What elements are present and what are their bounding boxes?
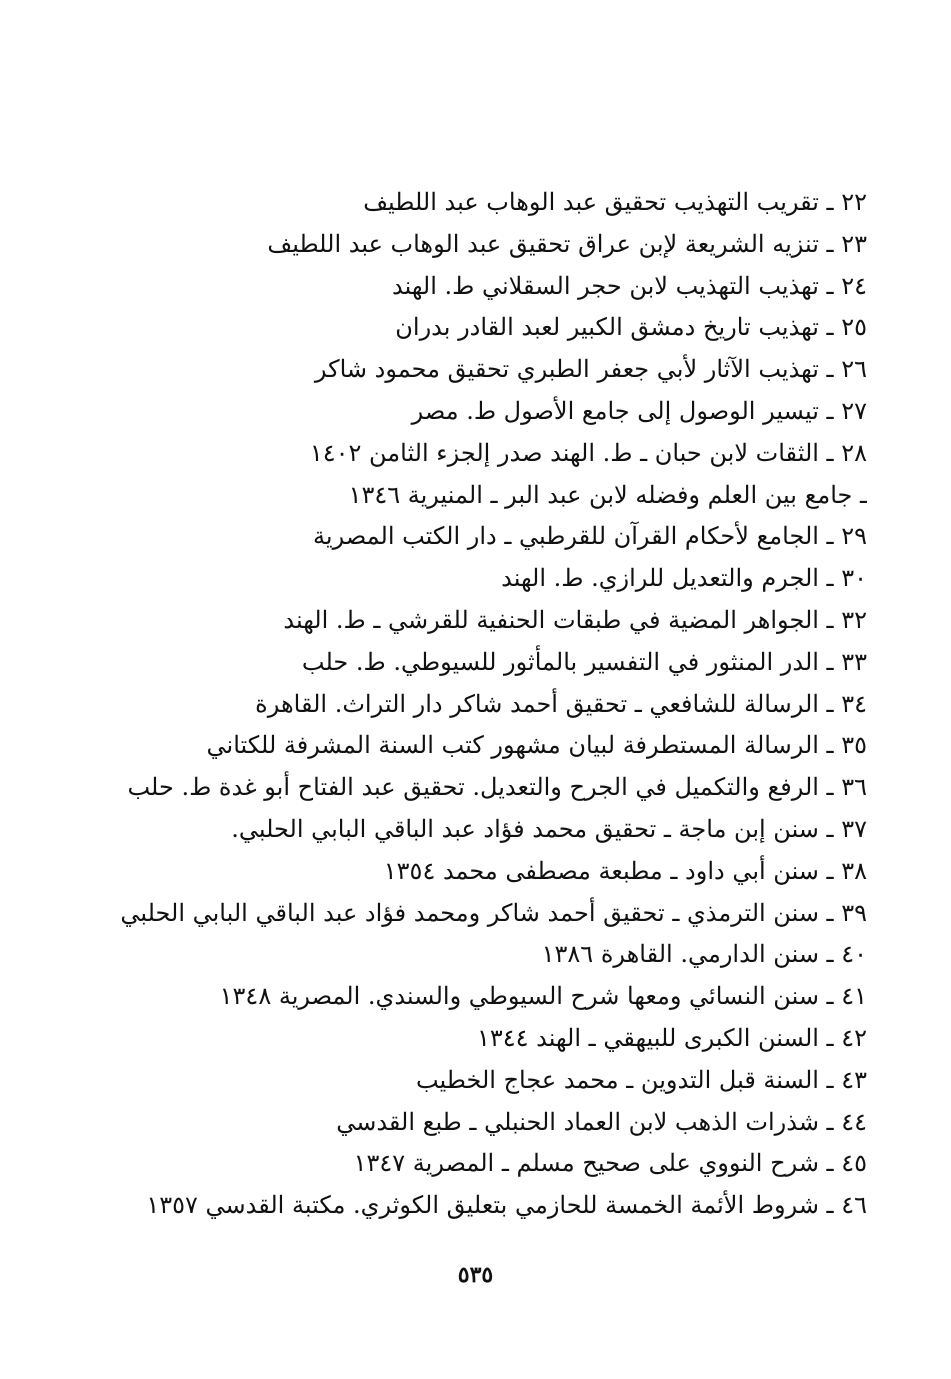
bibliography-entry: ٢٣ ـ تنزيه الشريعة لإبن عراق تحقيق عبد الوهاب عبد اللطيف: [267, 229, 867, 258]
bibliography-entry: ٣٧ ـ سنن إبن ماجة ـ تحقيق محمد فؤاد عبد الباقي البابي الحلبي.: [231, 814, 867, 843]
bibliography-entry: ٢٢ ـ تقريب التهذيب تحقيق عبد الوهاب عبد اللطيف: [363, 188, 867, 216]
bibliography-entry: ٢٧ ـ تيسير الوصول إلى جامع الأصول ط. مصر: [411, 396, 867, 425]
bibliography-entry: ٢٨ ـ الثقات لابن حبان ـ ط. الهند صدر إلجزء الثامن ١٤٠٢: [309, 438, 867, 467]
bibliography-entry: ٣٥ ـ الرسالة المستطرفة لبيان مشهور كتب السنة المشرفة للكتاني: [206, 731, 867, 760]
bibliography-list: [77, 182, 867, 1227]
bibliography-entry: ٣٦ ـ الرفع والتكميل في الجرح والتعديل. تحقيق عبد الفتاح أبو غدة ط. حلب: [127, 773, 867, 802]
bibliography-entry: ٣٠ ـ الجرم والتعديل للرازي. ط. الهند: [501, 564, 867, 593]
bibliography-entry: ٢٤ ـ تهذيب التهذيب لابن حجر السقلاني ط. الهند: [391, 271, 867, 300]
bibliography-entry: ٣٨ ـ سنن أبي داود ـ مطبعة مصطفى محمد ١٣٥٤: [383, 856, 867, 885]
bibliography-entry: ٣٩ ـ سنن الترمذي ـ تحقيق أحمد شاكر ومحمد فؤاد عبد الباقي البابي الحلبي: [120, 898, 867, 927]
bibliography-entry: ٢٩ ـ الجامع لأحكام القرآن للقرطبي ـ دار الكتب المصرية: [313, 522, 867, 551]
bibliography-entry: ٤٥ ـ شرح النووي على صحيح مسلم ـ المصرية ١٣٤٧: [353, 1149, 867, 1178]
bibliography-entry: ٤٣ ـ السنة قبل التدوين ـ محمد عجاج الخطيب: [415, 1065, 867, 1094]
bibliography-entry: ٤٢ ـ السنن الكبرى للبيهقي ـ الهند ١٣٤٤: [476, 1023, 867, 1052]
bibliography-entry: ٢٦ ـ تهذيب الآثار لأبي جعفر الطبري تحقيق محمود شاكر: [314, 355, 867, 384]
bibliography-entry: ٤٠ ـ سنن الدارمي. القاهرة ١٣٨٦: [541, 940, 867, 969]
bibliography-entry: ٤٦ ـ شروط الأئمة الخمسة للحازمي بتعليق الكوثري. مكتبة القدسي ١٣٥٧: [146, 1191, 867, 1220]
bibliography-entry: ٤٤ ـ شذرات الذهب لابن العماد الحنبلي ـ طبع القدسي: [336, 1107, 867, 1136]
page-number: ٥٣٥: [457, 1262, 494, 1288]
bibliography-entry: ٢٥ ـ تهذيب تاريخ دمشق الكبير لعبد القادر بدران: [395, 313, 867, 342]
bibliography-entry: ـ جامع بين العلم وفضله لابن عبد البر ـ المنيرية ١٣٤٦: [348, 480, 867, 509]
bibliography-entry: ٤١ ـ سنن النسائي ومعها شرح السيوطي والسندي. المصرية ١٣٤٨: [219, 982, 867, 1011]
bibliography-entry: ٣٣ ـ الدر المنثور في التفسير بالمأثور للسيوطي. ط. حلب: [301, 647, 867, 676]
bibliography-entry: ٣٢ ـ الجواهر المضية في طبقات الحنفية للقرشي ـ ط. الهند: [283, 605, 867, 634]
bibliography-entry: ٣٤ ـ الرسالة للشافعي ـ تحقيق أحمد شاكر دار التراث. القاهرة: [255, 689, 867, 718]
